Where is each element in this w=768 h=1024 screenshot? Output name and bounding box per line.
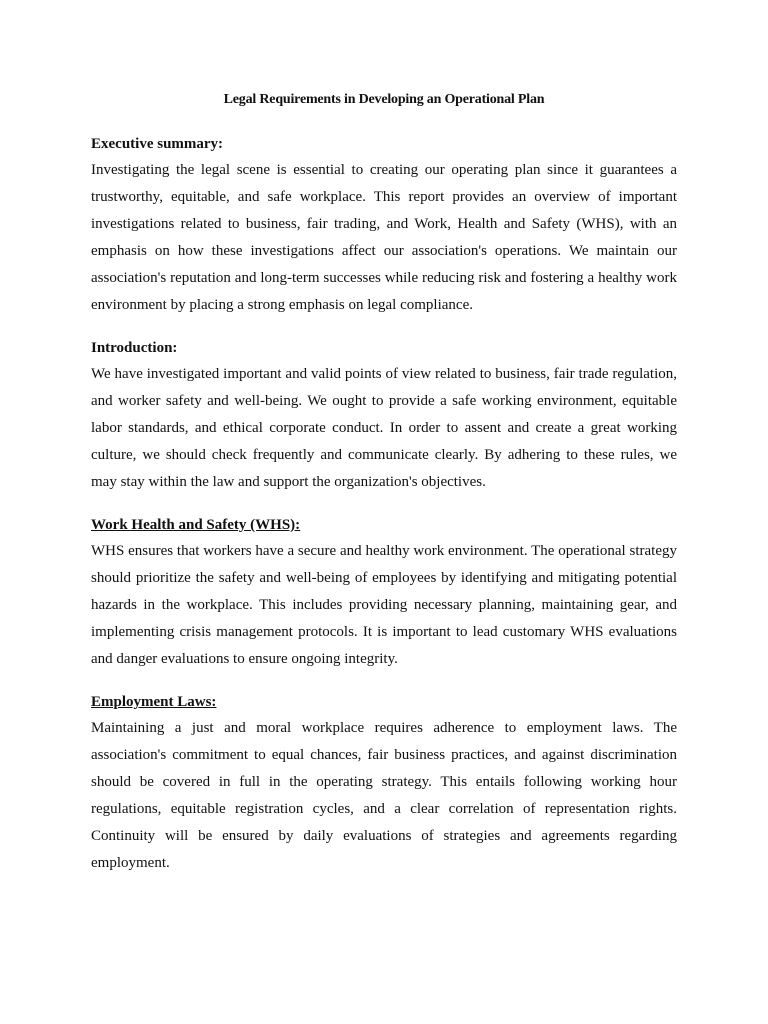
section-heading: Introduction: (91, 340, 178, 356)
section-heading: Executive summary: (91, 136, 224, 152)
section-heading: Work Health and Safety (WHS): (91, 517, 301, 533)
section-paragraph: WHS ensures that workers have a secure and healthy work environment. The operational strategy should prioritize the safety and well-being of employees by identifying and mitigating potential hazards in the workplace. This includes providing necessary planning, maintaining gear, and implementing crisis management protocols. It is important to lead customary WHS evaluations and danger evaluations to ensure ongoing integrity. (91, 543, 677, 667)
document-body (91, 134, 677, 877)
section-paragraph: We have investigated important and valid points of view related to business, fair trade regulation, and worker safety and well-being. We ought to provide a safe working environment, equitable labor standards, and ethical corporate conduct. In order to assent and create a great working culture, we should check frequently and communicate clearly. By adhering to these rules, we may stay within the law and support the organization's objectives. (91, 366, 677, 490)
section-whs (91, 515, 677, 673)
section-employment-laws (91, 692, 677, 877)
section-paragraph: Maintaining a just and moral workplace requires adherence to employment laws. The association's commitment to equal chances, fair business practices, and against discrimination should be covered in full in the operating strategy. This entails following working hour regulations, equitable registration cycles, and a clear correlation of representation rights. Continuity will be ensured by daily evaluations of strategies and agreements regarding employment. (91, 720, 677, 871)
section-heading: Employment Laws: (91, 694, 217, 710)
section-executive-summary (91, 134, 677, 319)
section-paragraph: Investigating the legal scene is essential to creating our operating plan since it guarantees a trustworthy, equitable, and safe workplace. This report provides an overview of important investigations related to business, fair trading, and Work, Health and Safety (WHS), with an emphasis on how these investigations affect our association's operations. We maintain our association's reputation and long-term successes while reducing risk and fostering a healthy work environment by placing a strong emphasis on legal compliance. (91, 162, 677, 313)
document-title: Legal Requirements in Developing an Operational Plan (223, 92, 545, 107)
section-introduction (91, 338, 677, 496)
